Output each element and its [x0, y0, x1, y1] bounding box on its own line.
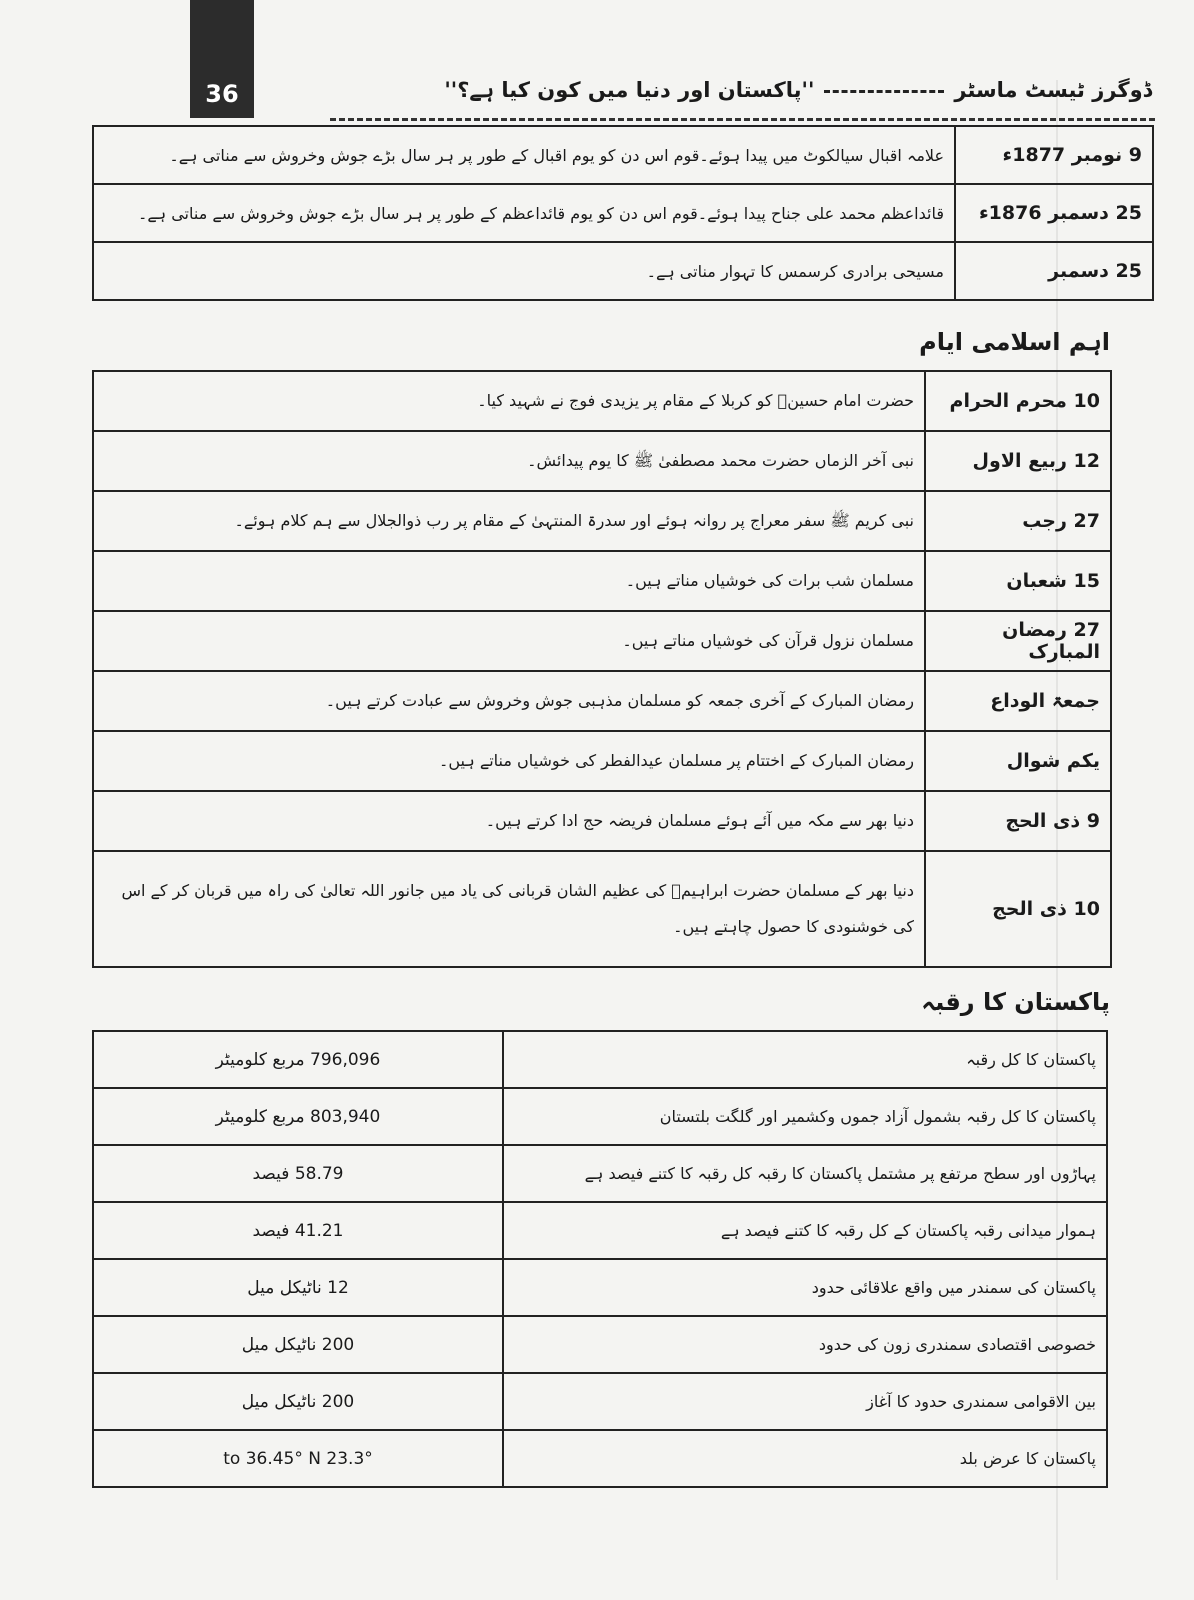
- table-row: [93, 1202, 1107, 1259]
- area-value-cell: 200 ناٹیکل میل: [93, 1316, 503, 1373]
- date-cell: 25 دسمبر: [955, 242, 1153, 300]
- table-row: [93, 611, 1111, 671]
- table-row: [93, 671, 1111, 731]
- table-row: [93, 1259, 1107, 1316]
- description-cell: مسلمان شب برات کی خوشیاں مناتے ہیں۔: [93, 551, 925, 611]
- area-label-cell: پاکستان کی سمندر میں واقع علاقائی حدود: [503, 1259, 1107, 1316]
- date-cell: 25 دسمبر 1876ء: [955, 184, 1153, 242]
- book-title: ڈوگرز ٹیسٹ ماسٹر: [954, 78, 1152, 102]
- area-value-cell: 41.21 فیصد: [93, 1202, 503, 1259]
- date-cell: 12 ربیع الاول: [925, 431, 1111, 491]
- description-cell: رمضان المبارک کے آخری جمعہ کو مسلمان مذہبی جوش وخروش سے عبادت کرتے ہیں۔: [93, 671, 925, 731]
- date-cell: 9 نومبر 1877ء: [955, 126, 1153, 184]
- description-cell: دنیا بھر سے مکہ میں آئے ہوئے مسلمان فریضہ حج ادا کرتے ہیں۔: [93, 791, 925, 851]
- page-number: 36: [205, 80, 239, 108]
- national-days-table: [92, 125, 1154, 301]
- table-row: [93, 242, 1153, 300]
- date-cell: 9 ذی الحج: [925, 791, 1111, 851]
- area-value-cell: 12 ناٹیکل میل: [93, 1259, 503, 1316]
- chapter-title: ''پاکستان اور دنیا میں کون کیا ہے؟'': [444, 78, 815, 102]
- table-row: [93, 1088, 1107, 1145]
- table-row: [93, 431, 1111, 491]
- description-cell: نبی آخر الزماں حضرت محمد مصطفیٰ ﷺ کا یوم پیدائش۔: [93, 431, 925, 491]
- description-cell: قائداعظم محمد علی جناح پیدا ہوئے۔قوم اس دن کو یوم قائداعظم کے طور پر ہر سال بڑے جوش وخروش سے مناتی ہے۔: [93, 184, 955, 242]
- header-dash: [824, 90, 944, 93]
- islamic-days-heading: اہم اسلامی ایام: [919, 328, 1110, 356]
- table-row: [93, 731, 1111, 791]
- description-cell: مسیحی برادری کرسمس کا تہوار مناتی ہے۔: [93, 242, 955, 300]
- islamic-days-table: [92, 370, 1112, 968]
- date-cell: 10 محرم الحرام: [925, 371, 1111, 431]
- area-table: [92, 1030, 1108, 1488]
- area-label-cell: بین الاقوامی سمندری حدود کا آغاز: [503, 1373, 1107, 1430]
- date-cell: 27 رمضان المبارک: [925, 611, 1111, 671]
- area-label-cell: ہموار میدانی رقبہ پاکستان کے کل رقبہ کا کتنے فیصد ہے: [503, 1202, 1107, 1259]
- area-value-cell: 796,096 مربع کلومیٹر: [93, 1031, 503, 1088]
- running-header: [262, 78, 1152, 116]
- description-cell: حضرت امام حسینؓ کو کربلا کے مقام پر یزیدی فوج نے شہید کیا۔: [93, 371, 925, 431]
- area-label-cell: پاکستان کا کل رقبہ بشمول آزاد جموں وکشمیر اور گلگت بلتستان: [503, 1088, 1107, 1145]
- description-cell: نبی کریم ﷺ سفر معراج پر روانہ ہوئے اور سدرۃ المنتہیٰ کے مقام پر رب ذوالجلال سے ہم کلام ہوئے۔: [93, 491, 925, 551]
- area-value-cell: 803,940 مربع کلومیٹر: [93, 1088, 503, 1145]
- area-heading: پاکستان کا رقبہ: [921, 988, 1110, 1016]
- area-value-cell: 58.79 فیصد: [93, 1145, 503, 1202]
- area-label-cell: خصوصی اقتصادی سمندری زون کی حدود: [503, 1316, 1107, 1373]
- date-cell: جمعۃ الوداع: [925, 671, 1111, 731]
- table-row: [93, 1145, 1107, 1202]
- header-rule: [330, 118, 1155, 121]
- date-cell: 10 ذی الحج: [925, 851, 1111, 967]
- area-label-cell: پاکستان کا کل رقبہ: [503, 1031, 1107, 1088]
- table-row: [93, 1430, 1107, 1487]
- table-row: [93, 184, 1153, 242]
- area-value-cell: 23.3° to 36.45° N: [93, 1430, 503, 1487]
- table-row: [93, 371, 1111, 431]
- table-row: [93, 791, 1111, 851]
- table-row: [93, 551, 1111, 611]
- table-row: [93, 491, 1111, 551]
- description-cell: علامہ اقبال سیالکوٹ میں پیدا ہوئے۔قوم اس دن کو یوم اقبال کے طور پر ہر سال بڑے جوش وخروش سے مناتی ہے۔: [93, 126, 955, 184]
- table-row: [93, 1373, 1107, 1430]
- table-row: [93, 126, 1153, 184]
- area-label-cell: پاکستان کا عرض بلد: [503, 1430, 1107, 1487]
- table-row: [93, 851, 1111, 967]
- date-cell: 15 شعبان: [925, 551, 1111, 611]
- table-row: [93, 1316, 1107, 1373]
- description-cell: مسلمان نزول قرآن کی خوشیاں مناتے ہیں۔: [93, 611, 925, 671]
- area-value-cell: 200 ناٹیکل میل: [93, 1373, 503, 1430]
- description-cell: رمضان المبارک کے اختتام پر مسلمان عیدالفطر کی خوشیاں مناتے ہیں۔: [93, 731, 925, 791]
- date-cell: 27 رجب: [925, 491, 1111, 551]
- date-cell: یکم شوال: [925, 731, 1111, 791]
- table-row: [93, 1031, 1107, 1088]
- area-label-cell: پہاڑوں اور سطح مرتفع پر مشتمل پاکستان کا رقبہ کل رقبہ کا کتنے فیصد ہے: [503, 1145, 1107, 1202]
- description-cell: دنیا بھر کے مسلمان حضرت ابراہیمؑ کی عظیم الشان قربانی کی یاد میں جانور اللہ تعالیٰ کی راہ میں قربان کر کے اس کی خوشنودی کا حصول چاہتے ہیں۔: [93, 851, 925, 967]
